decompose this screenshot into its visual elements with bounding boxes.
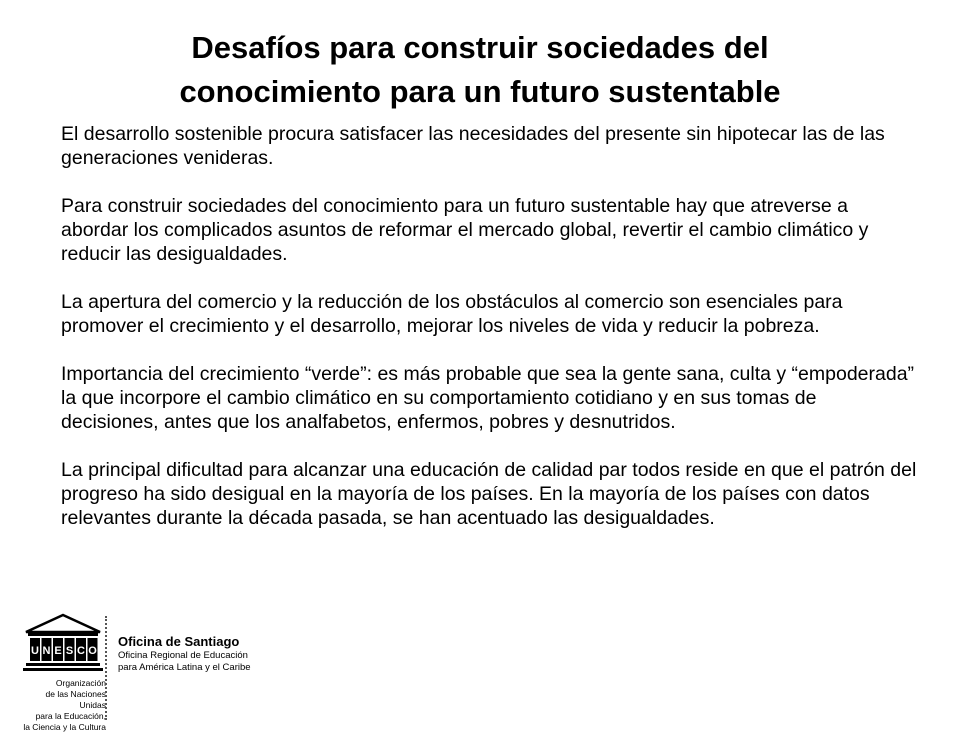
paragraph-1: El desarrollo sostenible procura satisfacer las necesidades del presente sin hipotecar las de las generaciones venideras.	[61, 123, 885, 169]
office-sub-2: para América Latina y el Caribe	[118, 662, 251, 673]
paragraph-4: Importancia del crecimiento “verde”: es más probable que sea la gente sana, culta y “empoderada” la que incorpore el cambio climático en su comportamiento cotidiano y en sus tomas de decisiones, antes que los analfabetos, enfermos, pobres y desnutridos.	[61, 363, 915, 433]
svg-text:U: U	[31, 645, 39, 657]
svg-text:E: E	[54, 645, 62, 657]
svg-text:C: C	[77, 645, 85, 657]
unesco-org-name	[20, 678, 106, 733]
unesco-logo	[20, 612, 110, 732]
office-sub-1: Oficina Regional de Educación	[118, 650, 248, 661]
org-line-3: para la Educación,	[35, 711, 106, 721]
office-info	[118, 634, 318, 674]
paragraph-2: Para construir sociedades del conocimiento para un futuro sustentable hay que atreverse a abordar los complicados asuntos de reformar el mercado global, revertir el cambio climático y reducir las desigualdades.	[61, 195, 869, 265]
office-name: Oficina de Santiago	[118, 634, 240, 649]
footer-divider	[105, 616, 107, 720]
unesco-footer	[20, 612, 320, 732]
paragraph-3: La apertura del comercio y la reducción de los obstáculos al comercio son esenciales para promover el crecimiento y el desarrollo, mejorar los niveles de vida y reducir la pobreza.	[61, 291, 843, 337]
org-line-4: la Ciencia y la Cultura	[23, 722, 106, 732]
org-line-2: de las Naciones Unidas	[45, 689, 106, 710]
org-line-1: Organización	[55, 678, 106, 688]
svg-text:S: S	[65, 645, 74, 657]
slide-title	[40, 26, 920, 114]
svg-text:O: O	[88, 645, 97, 657]
title-line-1: Desafíos para construir sociedades del	[191, 30, 769, 65]
slide-body	[61, 122, 919, 530]
paragraph-5: La principal dificultad para alcanzar una educación de calidad par todos reside en que el patrón del progreso ha sido desigual en la mayoría de los países. En la mayoría de los países con datos relevantes durante la década pasada, se han acentuado las desigualdades.	[61, 459, 917, 529]
title-line-2: conocimiento para un futuro sustentable	[179, 74, 781, 109]
svg-text:N: N	[42, 645, 51, 657]
unesco-temple-icon	[20, 612, 106, 676]
